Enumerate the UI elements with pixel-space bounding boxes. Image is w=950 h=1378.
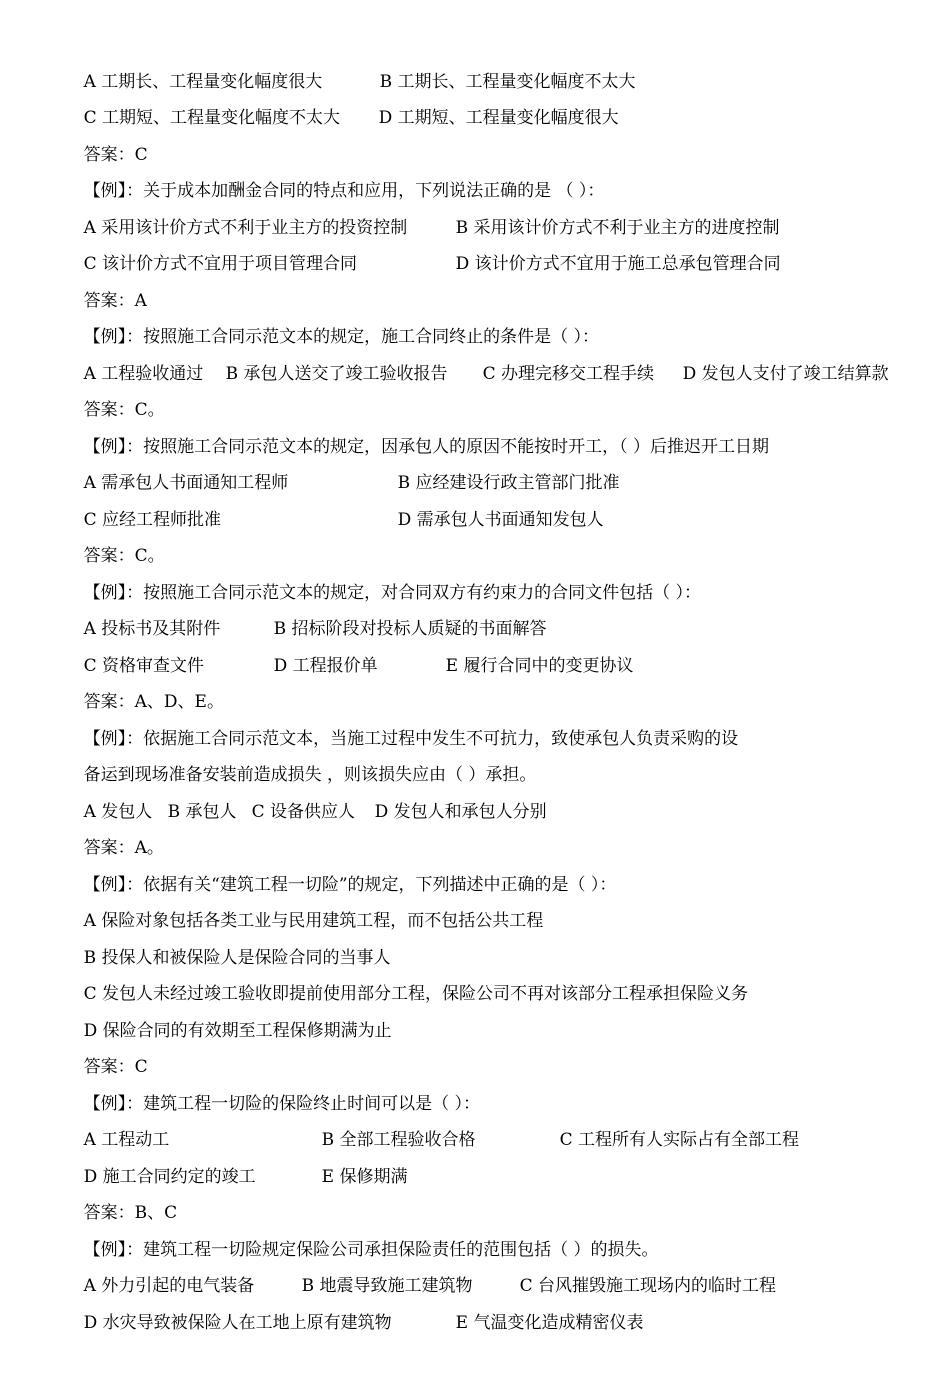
option-text: D 保险合同的有效期至工程保修期满为止 [83, 1020, 392, 1041]
answer-text: 答案：C [83, 144, 148, 165]
answer-text: 答案：C。 [83, 546, 165, 566]
option-text: E 履行合同中的变更协议 [445, 655, 634, 676]
option-text: D 发包人和承包人分别 [374, 801, 547, 822]
option-text: B 采用该计价方式不利于业主方的进度控制 [455, 217, 780, 238]
question-line [62, 1049, 950, 1114]
option-text: E 保修期满 [321, 1166, 408, 1187]
option-text: B 地震导致施工建筑物 [301, 1276, 473, 1296]
question-line [62, 392, 950, 457]
option-text: C 工期短、工程量变化幅度不太大 [83, 108, 341, 128]
option-text: B 承包人 [167, 801, 237, 822]
option-text: A 工程验收通过 [83, 363, 204, 384]
question-line [62, 1195, 950, 1260]
option-text: D 水灾导致被保险人在工地上原有建筑物 [83, 1312, 392, 1333]
option-text: C 发包人未经过竣工验收即提前使用部分工程，保险公司不再对该部分工程承担保险义务 [83, 984, 749, 1004]
question-text: 【例】：关于成本加酬金合同的特点和应用，下列说法正确的是 （ ）： [83, 181, 605, 201]
option-text: C 办理完移交工程手续 [482, 363, 655, 384]
option-line [62, 27, 950, 92]
question-line [62, 538, 950, 603]
option-text: A 发包人 [83, 801, 153, 822]
option-text: D 工期短、工程量变化幅度很大 [378, 108, 619, 128]
option-text: D 工程报价单 [273, 655, 378, 676]
question-line [62, 137, 950, 201]
question-text: 【例】：按照施工合同示范文本的规定，因承包人的原因不能按时开工，（ ）后推迟开工日期 [83, 436, 770, 457]
question-text: 【例】：依据有关“建筑工程一切险”的规定，下列描述中正确的是（ ）： [83, 874, 617, 895]
option-text: A 保险对象包括各类工业与民用建筑工程，而不包括公共工程 [83, 911, 544, 931]
option-text: D 需承包人书面通知发包人 [397, 509, 604, 530]
option-text: C 工程所有人实际占有全部工程 [559, 1130, 800, 1150]
option-text: D 施工合同约定的竣工 [83, 1166, 256, 1187]
option-text: D 该计价方式不宜用于施工总承包管理合同 [455, 254, 781, 274]
question-text: 【例】：按照施工合同示范文本的规定，施工合同终止的条件是（ ）： [83, 327, 600, 347]
option-text: C 应经工程师批准 [83, 509, 222, 530]
answer-text: 答案：C。 [83, 400, 165, 420]
option-text: C 台风摧毁施工现场内的临时工程 [519, 1276, 777, 1296]
option-text: B 投保人和被保险人是保险合同的当事人 [83, 947, 391, 968]
question-text: 【例】：按照施工合同示范文本的规定，对合同双方有约束力的合同文件包括（ ）： [83, 582, 702, 603]
question-text: 【例】：建筑工程一切险规定保险公司承担保险责任的范围包括（ ）的损失。 [83, 1239, 659, 1260]
question-text: 备运到现场准备安装前造成损失 ，则该损失应由（ ）承担。 [83, 765, 537, 785]
question-text: 【例】：建筑工程一切险的保险终止时间可以是（ ）： [83, 1093, 481, 1114]
answer-text: 答案：A。 [83, 838, 164, 858]
option-text: A 工程动工 [83, 1130, 170, 1150]
option-text: C 设备供应人 [251, 801, 356, 822]
option-text: A 工期长、工程量变化幅度很大 [83, 71, 323, 92]
option-text: A 投标书及其附件 [83, 619, 221, 639]
option-text: C 该计价方式不宜用于项目管理合同 [83, 254, 358, 274]
answer-text: 答案：C [83, 1057, 148, 1077]
question-text: 【例】：依据施工合同示范文本，当施工过程中发生不可抗力，致使承包人负责采购的设 [83, 728, 739, 749]
option-text: B 招标阶段对投标人质疑的书面解答 [273, 619, 547, 639]
answer-text: 答案：B、C [83, 1203, 178, 1223]
option-text: A 外力引起的电气装备 [83, 1276, 255, 1296]
option-text: B 全部工程验收合格 [321, 1130, 476, 1150]
answer-text: 答案：A [83, 290, 147, 311]
option-text: B 承包人送交了竣工验收报告 [225, 363, 448, 384]
option-text: A 需承包人书面通知工程师 [83, 473, 289, 493]
option-text: E 气温变化造成精密仪表 [455, 1312, 644, 1333]
option-text: C 资格审查文件 [83, 655, 205, 676]
option-text: A 采用该计价方式不利于业主方的投资控制 [83, 217, 408, 238]
answer-text: 答案：A、D、E。 [83, 692, 224, 712]
option-text: D 发包人支付了竣工结算款 [682, 363, 889, 384]
question-line [62, 283, 950, 347]
option-text: B 应经建设行政主管部门批准 [397, 473, 620, 493]
option-text: B 工期长、工程量变化幅度不太大 [379, 71, 636, 92]
question-line [62, 830, 950, 895]
